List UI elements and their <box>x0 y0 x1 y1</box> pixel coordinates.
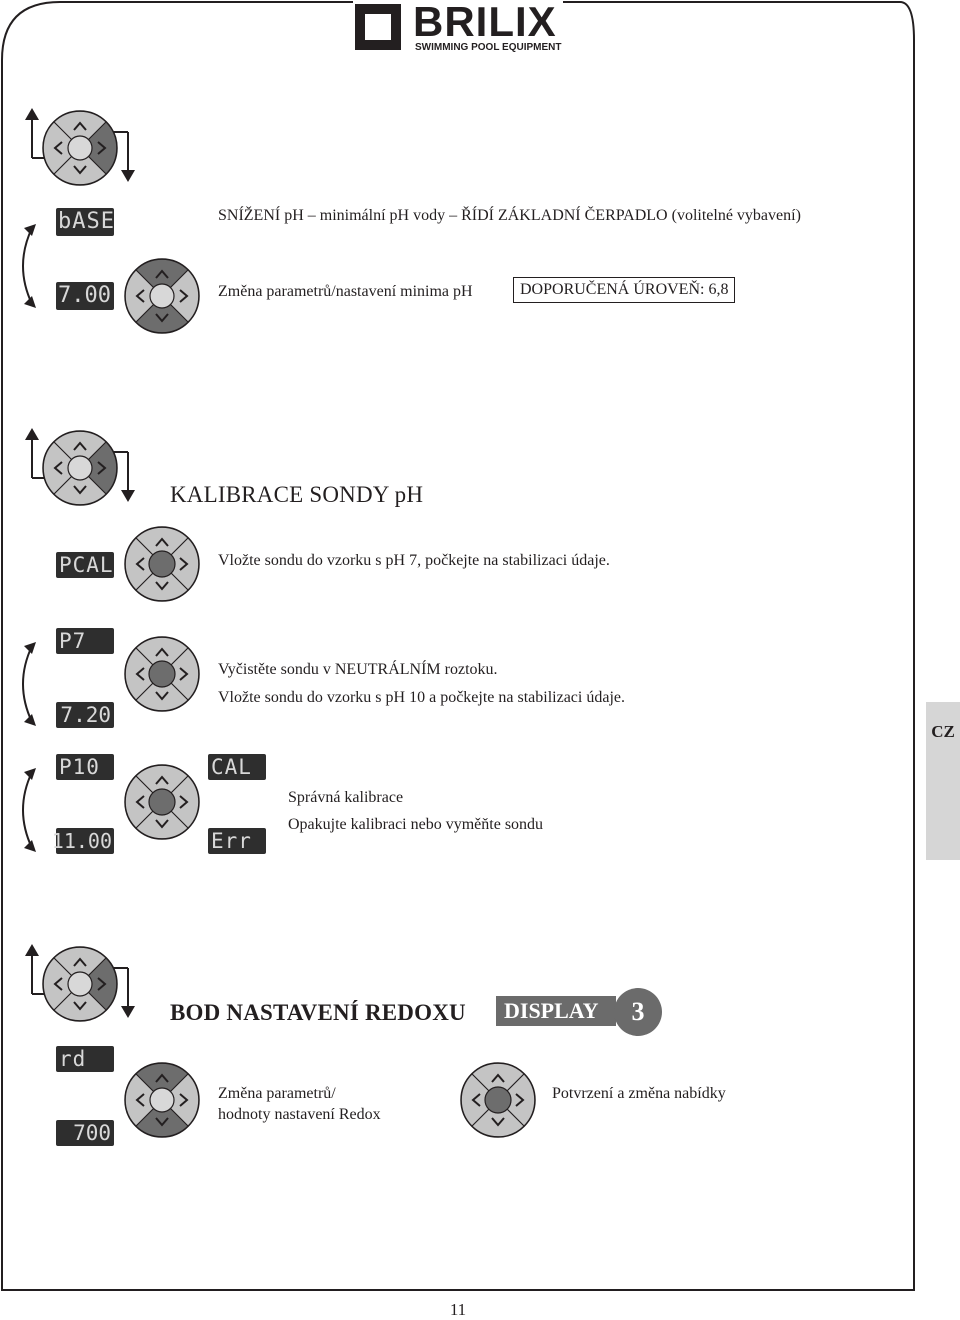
section2-instruction: Vložte sondu do vzorku s pH 7, počkejte na stabilizaci údaje. <box>218 552 610 569</box>
cycle-arrow-icon <box>10 636 40 732</box>
section5-heading: BOD NASTAVENÍ REDOXU <box>170 1000 466 1025</box>
calibration-ok-text: Správná kalibrace <box>288 789 404 806</box>
language-tab-label: CZ <box>931 722 955 741</box>
dpad-updown-icon <box>124 1062 200 1138</box>
page-number: 11 <box>449 1300 467 1319</box>
calibration-error-text: Opakujte kalibraci nebo vyměňte sondu <box>288 816 544 833</box>
lcd-display-rd <box>56 1046 114 1072</box>
brand-logo <box>353 0 563 58</box>
lcd-display-value <box>56 1120 114 1146</box>
recommended-level-box: DOPORUČENÁ ÚROVEŇ: 6,8 <box>513 277 735 303</box>
section1-instruction: Změna parametrů/nastavení minima pH <box>218 283 473 300</box>
dpad-center-icon <box>124 526 200 602</box>
dpad-nav-icon <box>42 110 118 186</box>
dpad-updown-icon <box>124 258 200 334</box>
lcd-text: 11.00 <box>51 829 112 853</box>
dpad-nav-icon <box>42 430 118 506</box>
lcd-text: Err <box>211 829 252 853</box>
cycle-arrow-icon <box>10 762 40 858</box>
language-tab <box>926 702 960 860</box>
brand-name: BRILIX <box>413 0 557 45</box>
display-banner: DISPLAY <box>496 996 616 1026</box>
lcd-display-p7 <box>56 628 114 654</box>
section3-instruction-2: Vložte sondu do vzorku s pH 10 a počkejte na stabilizaci údaje. <box>218 689 625 706</box>
lcd-display-p10 <box>56 754 114 780</box>
redox-change-line2: hodnoty nastavení Redox <box>218 1106 381 1123</box>
lcd-text: CAL <box>211 755 252 779</box>
lcd-text: 7.20 <box>60 703 111 727</box>
redox-confirm-text: Potvrzení a změna nabídky <box>552 1085 726 1102</box>
lcd-display-err <box>208 828 266 854</box>
lcd-display-base <box>56 208 114 236</box>
section3-instruction-1: Vyčistěte sondu v NEUTRÁLNÍM roztoku. <box>218 661 498 678</box>
lcd-text: PCAL <box>59 553 114 577</box>
lcd-display-value <box>56 282 114 310</box>
section1-title: SNÍŽENÍ pH – minimální pH vody – ŘÍDÍ ZÁKLADNÍ ČERPADLO (volitelné vybavení) <box>218 207 801 224</box>
lcd-text: 7.00 <box>58 283 111 308</box>
redox-change-line1: Změna parametrů/ <box>218 1085 336 1102</box>
lcd-display-pcal <box>56 552 114 578</box>
lcd-display-value <box>56 702 114 728</box>
lcd-text: bASE <box>58 209 115 234</box>
lcd-text: P10 <box>59 755 100 779</box>
dpad-center-icon <box>124 764 200 840</box>
brand-tagline: SWIMMING POOL EQUIPMENT <box>415 42 562 53</box>
dpad-nav-icon <box>42 946 118 1022</box>
display-number-badge: 3 <box>614 988 662 1036</box>
cycle-arrow-icon <box>10 218 40 314</box>
lcd-text: P7 <box>59 629 87 653</box>
dpad-center-icon <box>124 636 200 712</box>
dpad-center-icon <box>460 1062 536 1138</box>
section2-heading: KALIBRACE SONDY pH <box>170 482 424 507</box>
lcd-display-cal <box>208 754 266 780</box>
lcd-text: 700 <box>73 1121 111 1145</box>
lcd-text: rd <box>59 1047 87 1071</box>
lcd-display-value <box>51 828 114 854</box>
